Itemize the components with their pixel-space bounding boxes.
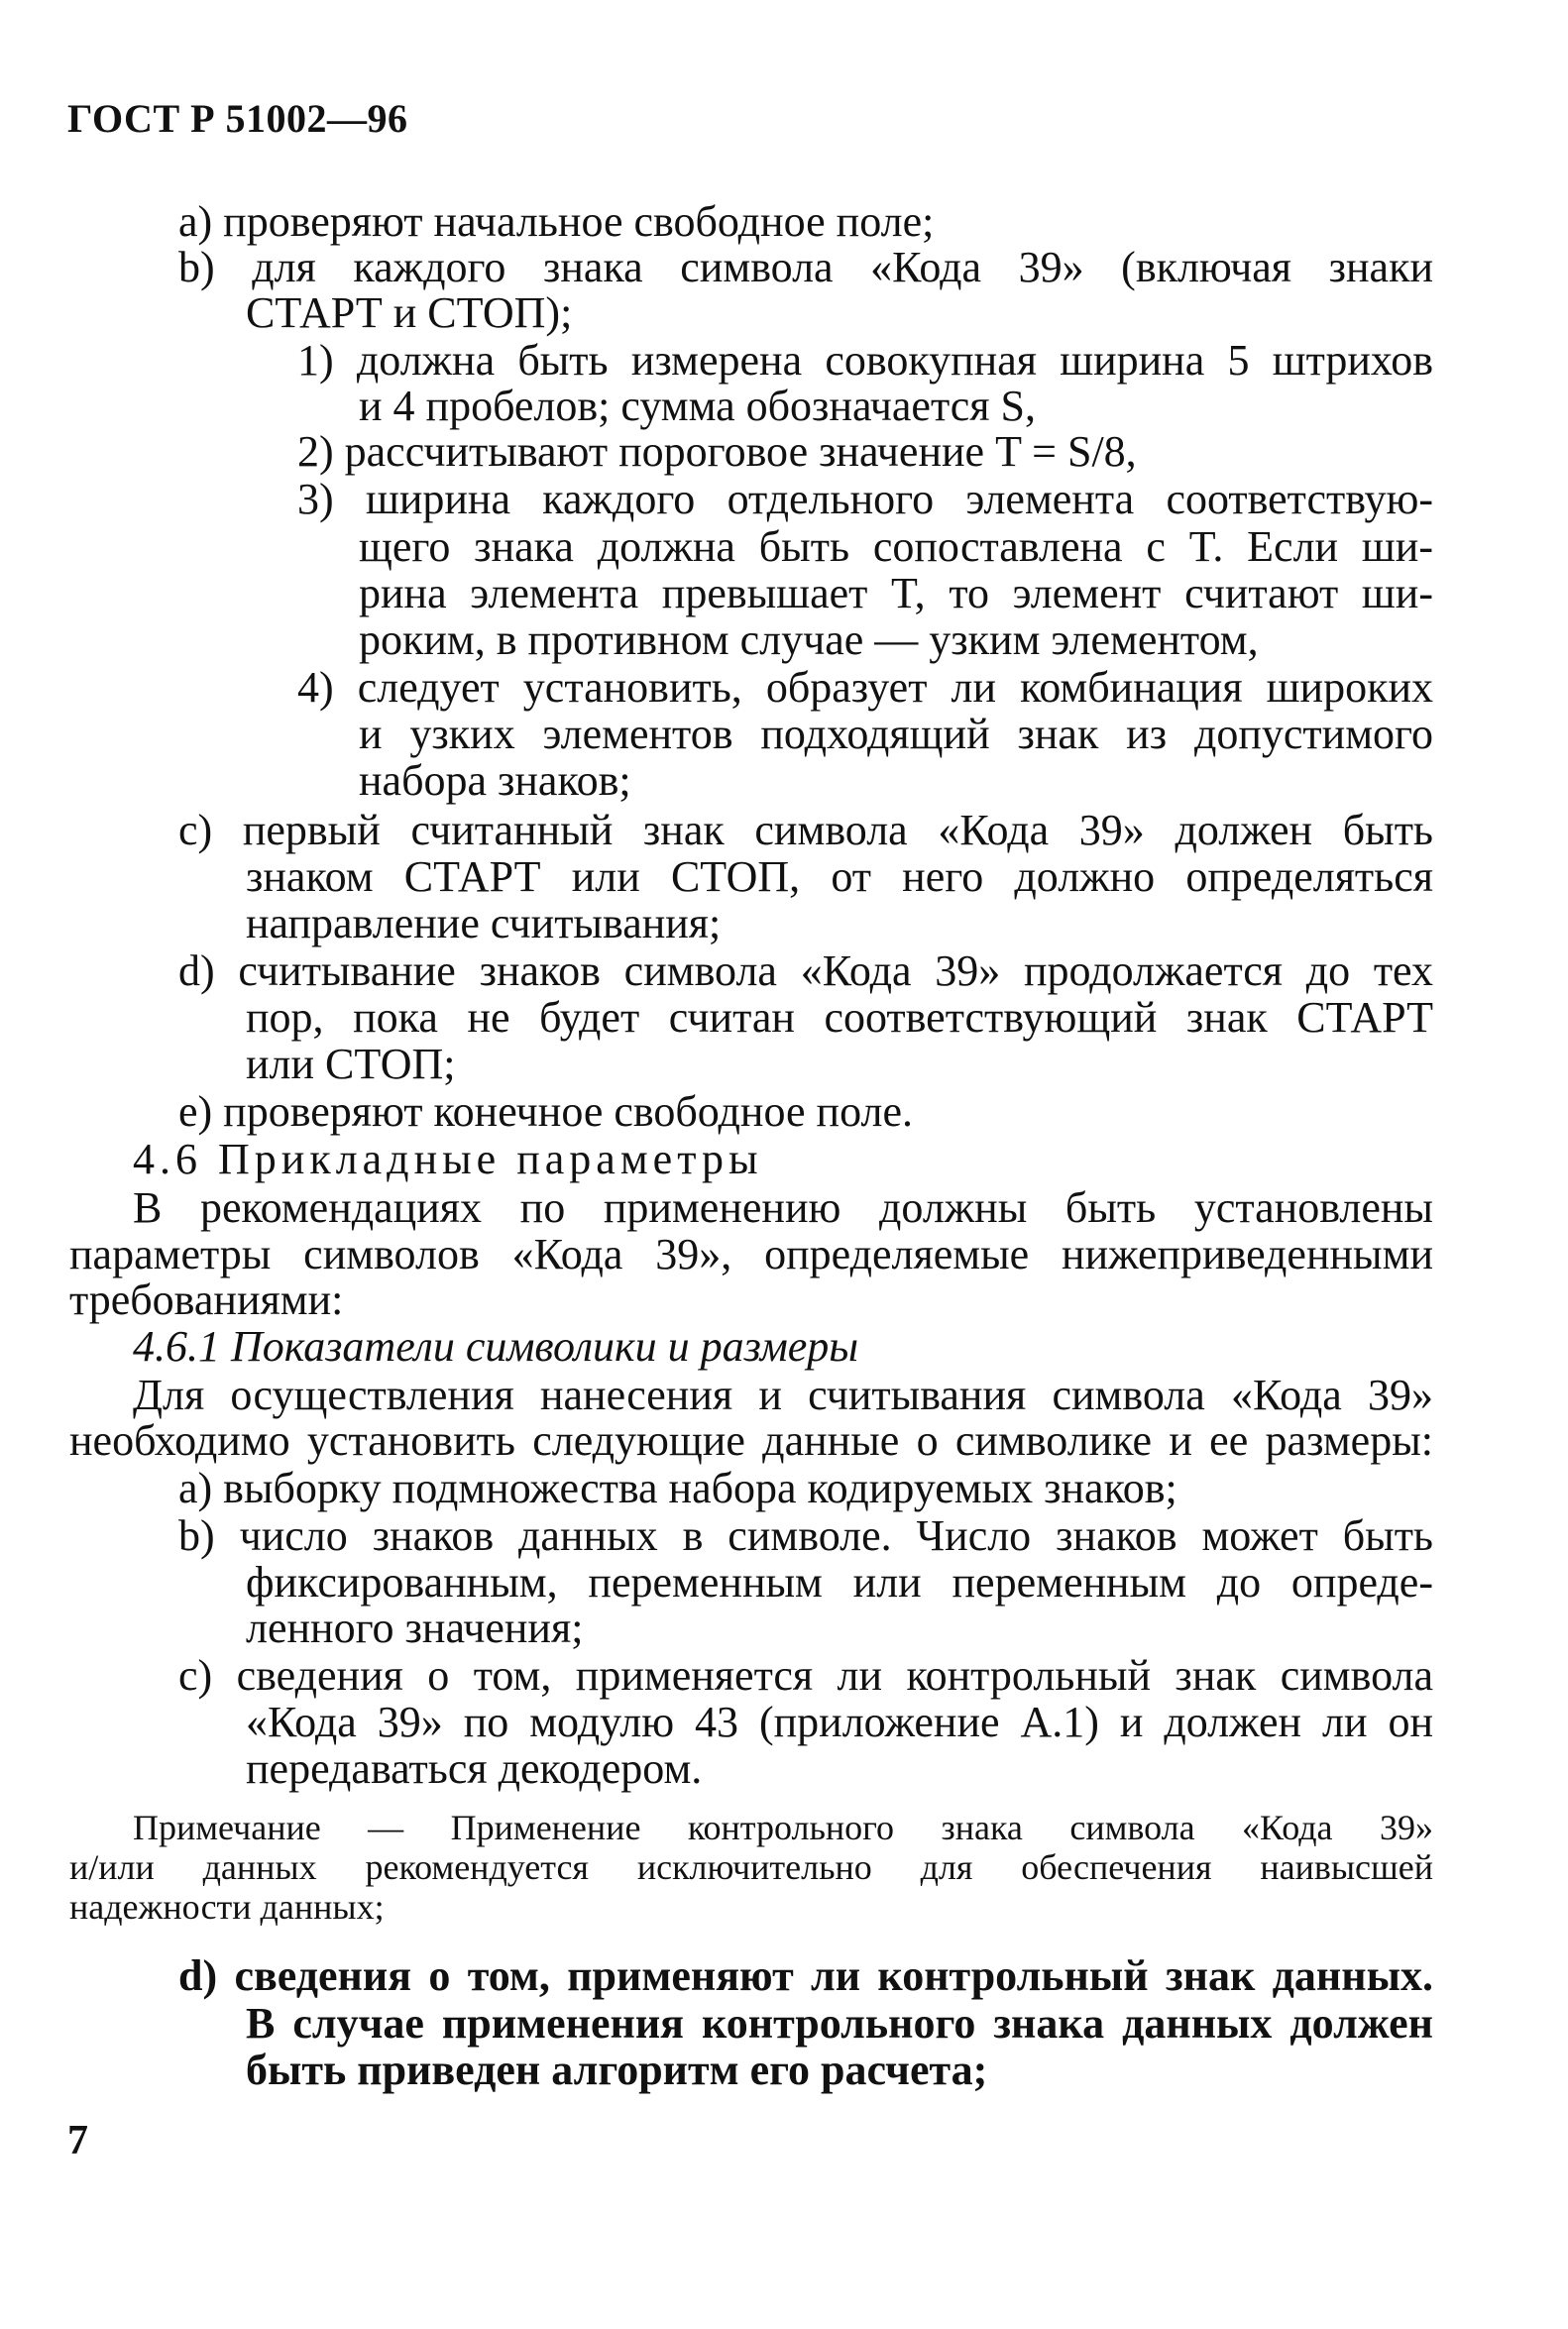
text-line: b) для каждого знака символа «Кода 39» (включая знаки [178,243,1433,291]
text-line: знаком СТАРТ или СТОП, от него должно определяться [246,852,1433,901]
text-line: рина элемента превышает T, то элемент считают ши- [359,569,1433,617]
text-line: СТАРТ и СТОП); [246,288,573,337]
text-line: e) проверяют конечное свободное поле. [178,1087,913,1136]
text-line: и узких элементов подходящий знак из допустимого [359,710,1433,758]
text-line: 3) ширина каждого отдельного элемента соответствую- [297,475,1433,523]
text-line: d) считывание знаков символа «Кода 39» продолжается до тех [178,946,1433,995]
page-number: 7 [67,2118,88,2163]
text-line: щего знака должна быть сопоставлена с T. Если ши- [359,522,1433,571]
subsection-heading: 4.6.1 Показатели символики и размеры [133,1322,859,1371]
text-line: d) сведения о том, применяют ли контрольный знак данных. [178,1951,1433,2000]
text-line: роким, в противном случае — узким элементом, [359,615,1259,664]
text-line: c) сведения о том, применяется ли контрольный знак символа [178,1651,1433,1700]
text-line: фиксированным, переменным или переменным до опреде- [246,1558,1433,1607]
text-line: и 4 пробелов; сумма обозначается S, [359,382,1036,430]
note-line: Примечание — Применение контрольного знака символа «Кода 39» [133,1808,1433,1847]
text-line: 1) должна быть измерена совокупная ширина 5 штрихов [297,336,1433,385]
text-line: В случае применения контрольного знака данных должен [246,1999,1433,2048]
note-line: и/или данных рекомендуется исключительно для обеспечения наивысшей [69,1847,1433,1887]
text-line: или СТОП; [246,1040,456,1088]
document-header: ГОСТ Р 51002—96 [67,96,408,141]
text-line: передаваться декодером. [246,1744,703,1793]
text-line: направление считывания; [246,899,722,947]
text-line: В рекомендациях по применению должны быть установлены [133,1183,1433,1232]
text-line: параметры символов «Кода 39», определяемые нижеприведенными [69,1230,1433,1278]
text-line: набора знаков; [359,756,631,805]
text-line: c) первый считанный знак символа «Кода 39» должен быть [178,806,1433,854]
text-line: «Кода 39» по модулю 43 (приложение А.1) и должен ли он [246,1698,1433,1746]
text-line: быть приведен алгоритм его расчета; [246,2046,988,2094]
text-line: пор, пока не будет считан соответствующий знак СТАРТ [246,993,1433,1042]
text-line: Для осуществления нанесения и считывания символа «Кода 39» [133,1371,1433,1419]
note-line: надежности данных; [69,1887,385,1927]
text-line: 2) рассчитывают пороговое значение T = S/8, [297,427,1137,476]
text-line: 4) следует установить, образует ли комбинация широких [297,663,1433,712]
text-line: ленного значения; [246,1604,584,1652]
section-heading: 4.6 Прикладные параметры [133,1135,763,1183]
text-line: необходимо установить следующие данные о символике и ее размеры: [69,1416,1433,1465]
text-line: требованиями: [69,1275,344,1324]
text-line: b) число знаков данных в символе. Число знаков может быть [178,1511,1433,1560]
text-line: a) выборку подмножества набора кодируемых знаков; [178,1464,1177,1512]
text-line: a) проверяют начальное свободное поле; [178,197,935,246]
